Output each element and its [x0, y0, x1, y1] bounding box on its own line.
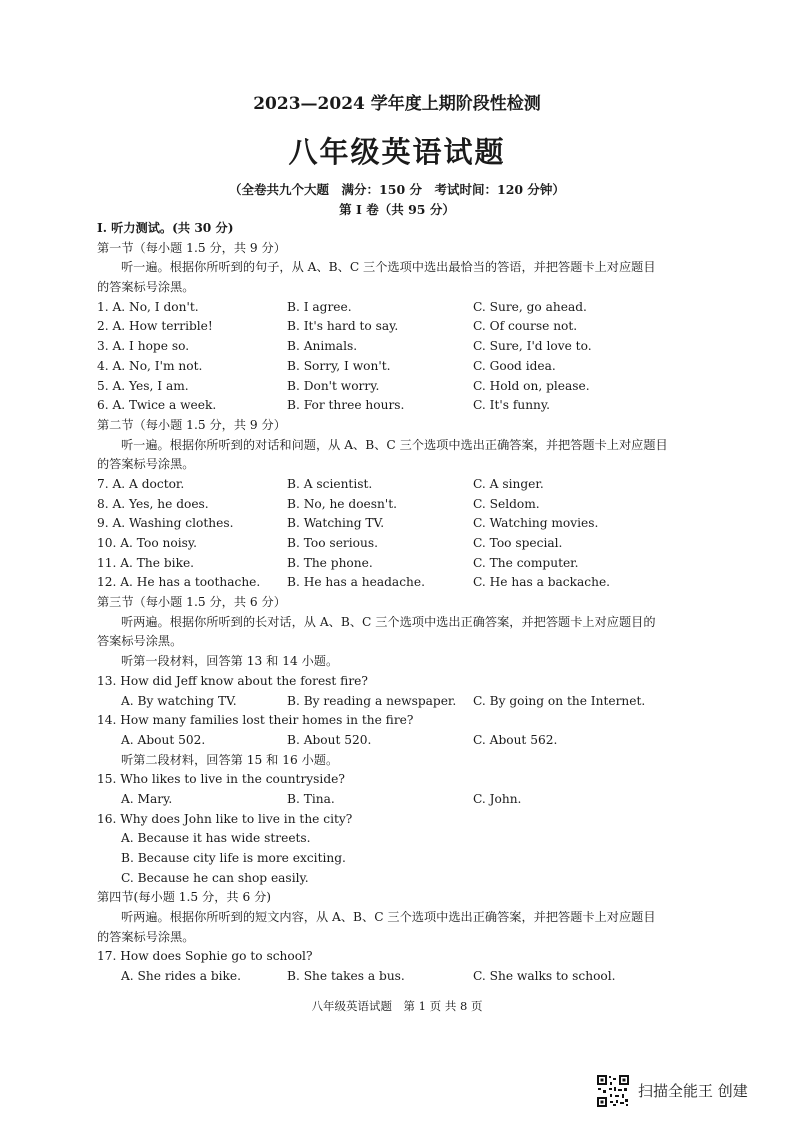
option-line: B. Because city life is more exciting.	[121, 851, 346, 865]
instruction-cont: 的答案标号涂黑。	[97, 457, 195, 472]
section-title: I. 听力测试。(共 30 分)	[97, 221, 234, 235]
passage-intro: 听第一段材料，回答第 13 和 14 小题。	[121, 654, 339, 669]
part-heading: 第二节（每小题 1.5 分，共 9 分）	[97, 417, 286, 432]
options-row: A. She rides a bike. B. She takes a bus. C. She walks to school.	[121, 969, 616, 984]
question-row: 6. A. Twice a week. B. For three hours. C. It's funny.	[97, 398, 551, 413]
part-heading: 第四节(每小题 1.5 分，共 6 分)	[97, 890, 272, 905]
question-row: 7. A. A doctor. B. A scientist. C. A singer.	[97, 476, 544, 491]
option-line: C. Because he can shop easily.	[121, 870, 309, 885]
exam-body	[97, 219, 711, 987]
exam-title: 八年级英语试题	[288, 135, 506, 169]
instruction-cont: 的答案标号涂黑。	[97, 929, 195, 944]
part-heading: 第一节（每小题 1.5 分，共 9 分）	[97, 240, 286, 255]
question-row: 11. A. The bike. B. The phone. C. The computer.	[97, 555, 579, 570]
instruction: 听一遍。根据你所听到的句子，从 A、B、C 三个选项中选出最恰当的答语，并把答题卡上对应题目	[121, 260, 656, 275]
instruction: 听两遍。根据你所听到的长对话，从 A、B、C 三个选项中选出正确答案，并把答题卡上对应题目的	[121, 614, 656, 629]
exam-meta: （全卷共九个大题 满分：150 分 考试时间：120 分钟）	[229, 182, 565, 197]
question-row: 3. A. I hope so. B. Animals. C. Sure, I'd love to.	[97, 339, 592, 354]
question-text: 14. How many families lost their homes in the fire?	[97, 713, 414, 728]
scanner-watermark: 扫描全能王 创建	[638, 1082, 748, 1100]
options-row: A. By watching TV. B. By reading a newspaper. C. By going on the Internet.	[121, 693, 646, 708]
question-text: 17. How does Sophie go to school?	[97, 949, 313, 964]
instruction: 听一遍。根据你所听到的对话和问题，从 A、B、C 三个选项中选出正确答案，并把答题卡上对应题目	[121, 437, 668, 452]
option-line: A. Because it has wide streets.	[121, 831, 311, 846]
question-row: 1. A. No, I don't. B. I agree. C. Sure, go ahead.	[97, 299, 587, 314]
question-row: 10. A. Too noisy. B. Too serious. C. Too special.	[97, 536, 563, 550]
volume-title: 第 I 卷（共 95 分）	[339, 202, 455, 217]
passage-intro: 听第二段材料，回答第 15 和 16 小题。	[121, 752, 339, 767]
question-row: 8. A. Yes, he does. B. No, he doesn't. C. Seldom.	[97, 496, 540, 511]
page-footer: 八年级英语试题 第 1 页 共 8 页	[311, 999, 483, 1013]
question-text: 13. How did Jeff know about the forest fire?	[97, 673, 368, 688]
question-row: 9. A. Washing clothes. B. Watching TV. C. Watching movies.	[97, 516, 599, 531]
instruction-cont: 答案标号涂黑。	[97, 634, 183, 649]
question-text: 16. Why does John like to live in the city?	[97, 811, 353, 826]
question-row: 4. A. No, I'm not. B. Sorry, I won't. C. Good idea.	[97, 358, 556, 373]
qr-code-icon	[596, 1074, 630, 1108]
question-text: 15. Who likes to live in the countryside?	[97, 772, 345, 787]
part-heading: 第三节（每小题 1.5 分，共 6 分）	[97, 595, 286, 610]
options-row: A. Mary. B. Tina. C. John.	[121, 791, 522, 806]
question-row: 5. A. Yes, I am. B. Don't worry. C. Hold on, please.	[97, 378, 590, 393]
instruction-cont: 的答案标号涂黑。	[97, 280, 195, 295]
instruction: 听两遍。根据你所听到的短文内容，从 A、B、C 三个选项中选出正确答案，并把答题卡上对应题目	[121, 910, 656, 925]
question-row: 12. A. He has a toothache. B. He has a headache. C. He has a backache.	[97, 575, 611, 590]
exam-period-title: 2023—2024 学年度上期阶段性检测	[253, 94, 541, 114]
options-row: A. About 502. B. About 520. C. About 562.	[121, 732, 558, 747]
question-row: 2. A. How terrible! B. It's hard to say. C. Of course not.	[97, 319, 578, 334]
